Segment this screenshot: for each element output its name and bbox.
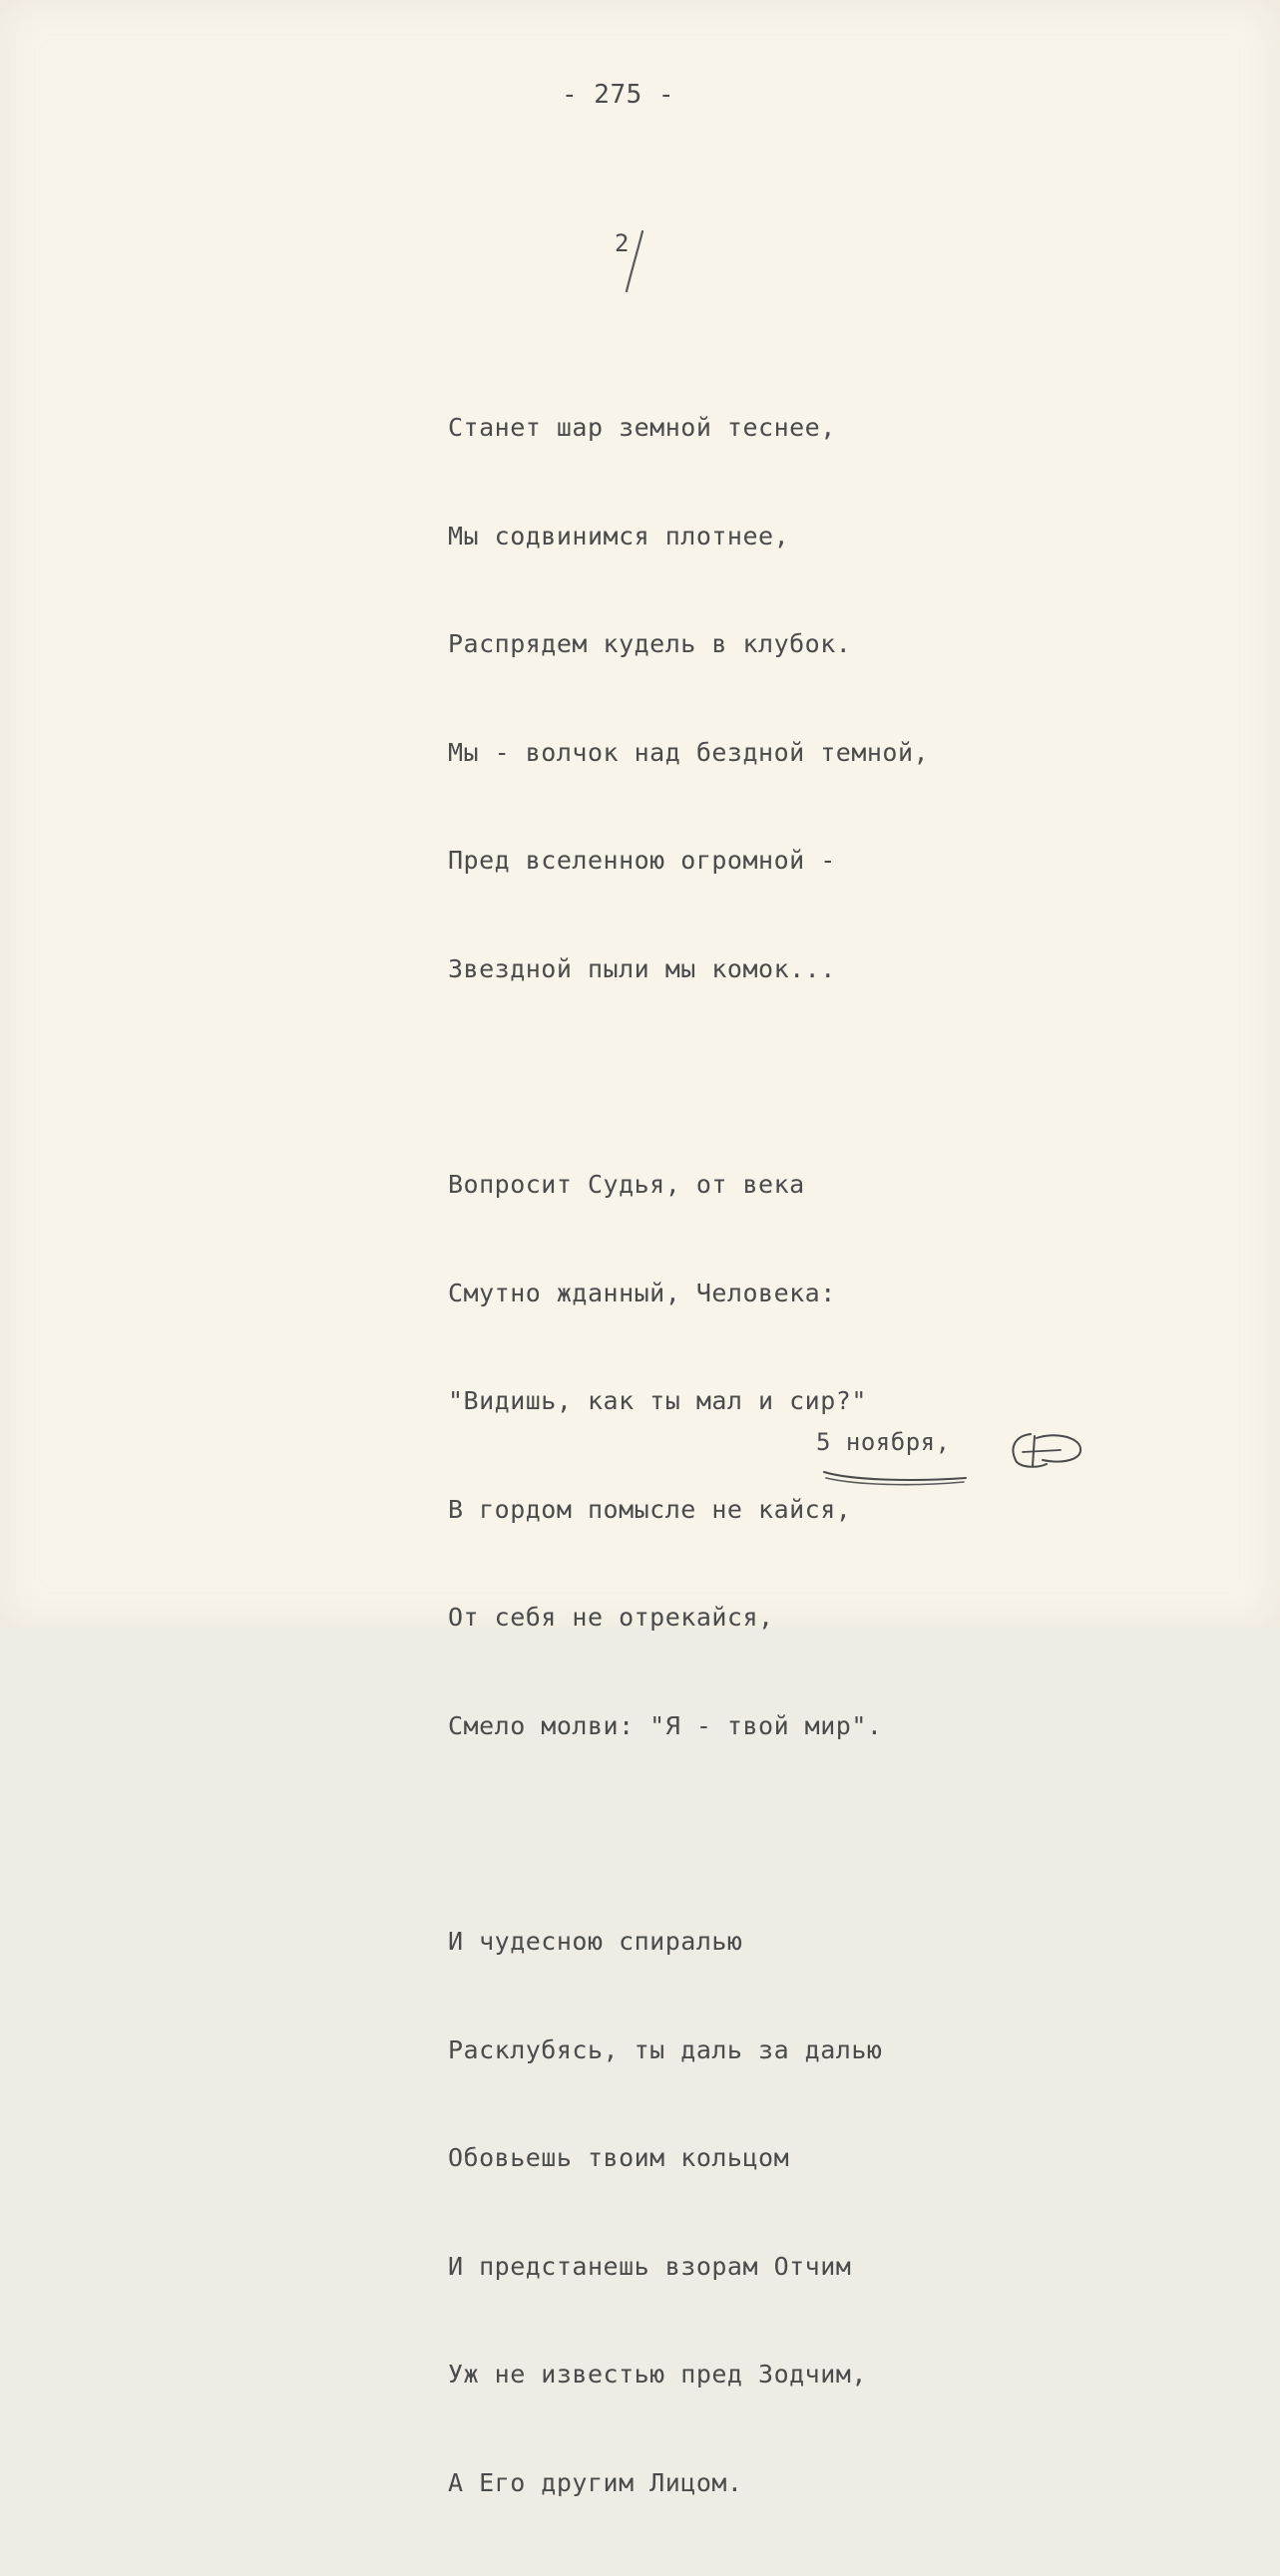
poem-line: Смело молви: "Я - твой мир". [448, 1710, 883, 1740]
pencil-slash-mark [619, 227, 658, 297]
section-number: 2 [615, 229, 630, 257]
stanza-break [448, 1819, 929, 1869]
pencil-underline [820, 1466, 970, 1492]
poem-line: Станет шар земной теснее, [448, 413, 836, 442]
poem-line: Пред вселенною огромной - [448, 846, 836, 875]
poem-line: Вопросит Судья, от века [448, 1170, 805, 1199]
poem-line: Обовьешь твоим кольцом [448, 2143, 790, 2172]
poem-line: "Видишь, как ты мал и сир?" [448, 1386, 867, 1415]
page-number: - 275 - [562, 80, 675, 110]
poem-line: Мы содвинимся плотнее, [448, 521, 790, 551]
poem-line: Уж не известью пред Зодчим, [448, 2360, 867, 2389]
handwritten-signature [1003, 1428, 1092, 1478]
poem-line: От себя не отрекайся, [448, 1603, 774, 1632]
poem-line: В гордом помысле не кайся, [448, 1494, 852, 1524]
stanza-break [448, 1062, 929, 1112]
poem-line: И чудесною спиралью [448, 1927, 743, 1956]
poem-line: И предстанешь взорам Отчим [448, 2251, 852, 2281]
poem-line: А Его другим Лицом. [448, 2467, 743, 2497]
date-line: 5 ноября, [816, 1428, 951, 1456]
poem-line: Распрядем кудель в клубок. [448, 629, 852, 658]
poem-line: Звездной пыли мы комок... [448, 953, 836, 983]
poem-line: Расклубясь, ты даль за далью [448, 2034, 883, 2064]
poem-line: Мы - волчок над бездной темной, [448, 737, 930, 767]
poem-line: Смутно жданный, Человека: [448, 1278, 836, 1307]
